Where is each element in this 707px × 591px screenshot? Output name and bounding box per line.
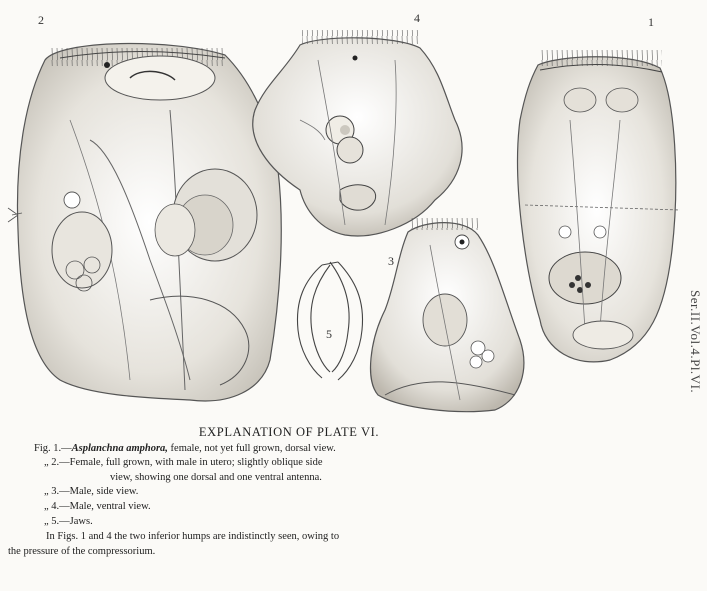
caption-fig1-species: Asplanchna amphora, [71, 442, 168, 454]
plate-caption [8, 425, 674, 559]
series-volume-plate-label: Ser.II.Vol.4.Pl.VI. [688, 290, 703, 394]
figure-number-1: 1 [648, 15, 654, 29]
figure-4-male-ventral-drawing [253, 30, 462, 236]
figure-5-jaws-drawing [297, 262, 362, 380]
caption-fig1-rest: female, not yet full grown, dorsal view. [167, 442, 336, 454]
figure-number-3: 3 [388, 254, 394, 268]
caption-fig1 [34, 442, 674, 457]
caption-note-line2: the pressure of the compressorium. [8, 545, 156, 557]
caption-title: EXPLANATION OF PLATE VI. [198, 425, 380, 439]
figure-2-female-drawing [8, 44, 281, 401]
figure-3-male-side-drawing [371, 218, 524, 412]
caption-fig2-line1: „ 2.—Female, full grown, with male in utero; slightly oblique side [44, 457, 323, 469]
caption-fig5: „ 5.—Jaws. [44, 515, 93, 527]
caption-note-line1: In Figs. 1 and 4 the two inferior humps are indistinctly seen, owing to [46, 531, 340, 543]
caption-fig4: „ 4.—Male, ventral view. [44, 500, 151, 512]
caption-fig2-line2: view, showing one dorsal and one ventral antenna. [110, 471, 322, 483]
caption-fig1-prefix: Fig. 1.— [34, 442, 72, 454]
figure-number-5: 5 [326, 327, 332, 341]
caption-fig3: „ 3.—Male, side view. [44, 486, 139, 498]
figure-number-4: 4 [414, 11, 420, 25]
figure-1-female-dorsal-drawing [518, 50, 680, 362]
figure-number-2: 2 [38, 13, 44, 27]
